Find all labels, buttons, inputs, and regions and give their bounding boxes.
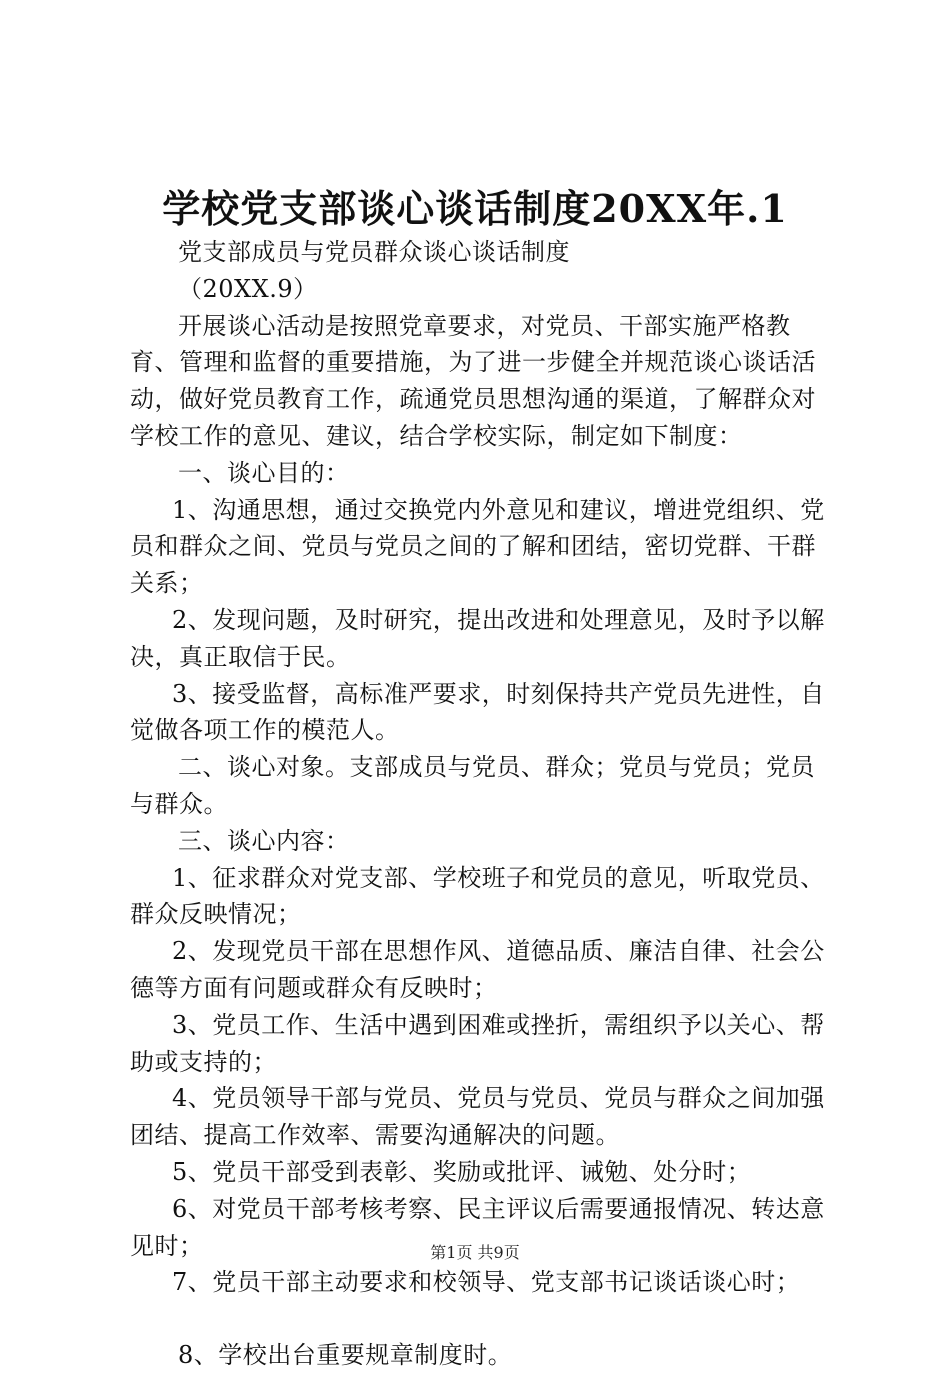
purpose-item-2: 2、发现问题，及时研究，提出改进和处理意见，及时予以解决，真正取信于民。 <box>130 605 825 671</box>
date-line: （20XX.9） <box>178 274 318 303</box>
document-body <box>130 234 830 1374</box>
content-item-5: 5、党员干部受到表彰、奖励或批评、诫勉、处分时； <box>172 1157 752 1186</box>
content-item-6: 6、对党员干部考核考察、民主评议后需要通报情况、转达意见时； <box>130 1194 825 1260</box>
subtitle: 党支部成员与党员群众谈心谈话制度 <box>178 238 570 266</box>
content-item-4: 4、党员领导干部与党员、党员与党员、党员与群众之间加强团结、提高工作效率、需要沟通解决的问题。 <box>130 1084 825 1150</box>
content-item-2: 2、发现党员干部在思想作风、道德品质、廉洁自律、社会公德等方面有问题或群众有反映时； <box>130 937 825 1002</box>
purpose-item-3: 3、接受监督，高标准严要求，时刻保持共产党员先进性，自觉做各项工作的模范人。 <box>130 679 825 745</box>
content-item-7: 7、党员干部主动要求和校领导、党支部书记谈话谈心时； <box>172 1268 801 1297</box>
content-item-1: 1、征求群众对党支部、学校班子和党员的意见，听取党员、群众反映情况； <box>130 863 825 929</box>
section-targets: 二、谈心对象。支部成员与党员、群众；党员与党员；党员与群众。 <box>130 753 815 818</box>
intro-paragraph: 开展谈心活动是按照党章要求，对党员、干部实施严格教育、管理和监督的重要措施，为了进一步健全并规范谈心谈话活动，做好党员教育工作，疏通党员思想沟通的渠道，了解群众对学校工作的意见、建议，结合学校实际，制定如下制度： <box>130 311 816 450</box>
content-item-3: 3、党员工作、生活中遇到困难或挫折，需组织予以关心、帮助或支持的； <box>130 1010 825 1076</box>
section-heading-purpose: 一、谈心目的： <box>178 458 350 487</box>
purpose-item-1: 1、沟通思想，通过交换党内外意见和建议，增进党组织、党员和群众之间、党员与党员之间的了解和团结，密切党群、干群关系； <box>130 495 825 598</box>
page-footer: 第1页 共9页 <box>430 1243 520 1262</box>
section-heading-content: 三、谈心内容： <box>178 826 350 855</box>
document-title: 学校党支部谈心谈话制度20XX年.1 <box>162 186 788 231</box>
content-item-8: 8、学校出台重要规章制度时。 <box>178 1341 513 1370</box>
